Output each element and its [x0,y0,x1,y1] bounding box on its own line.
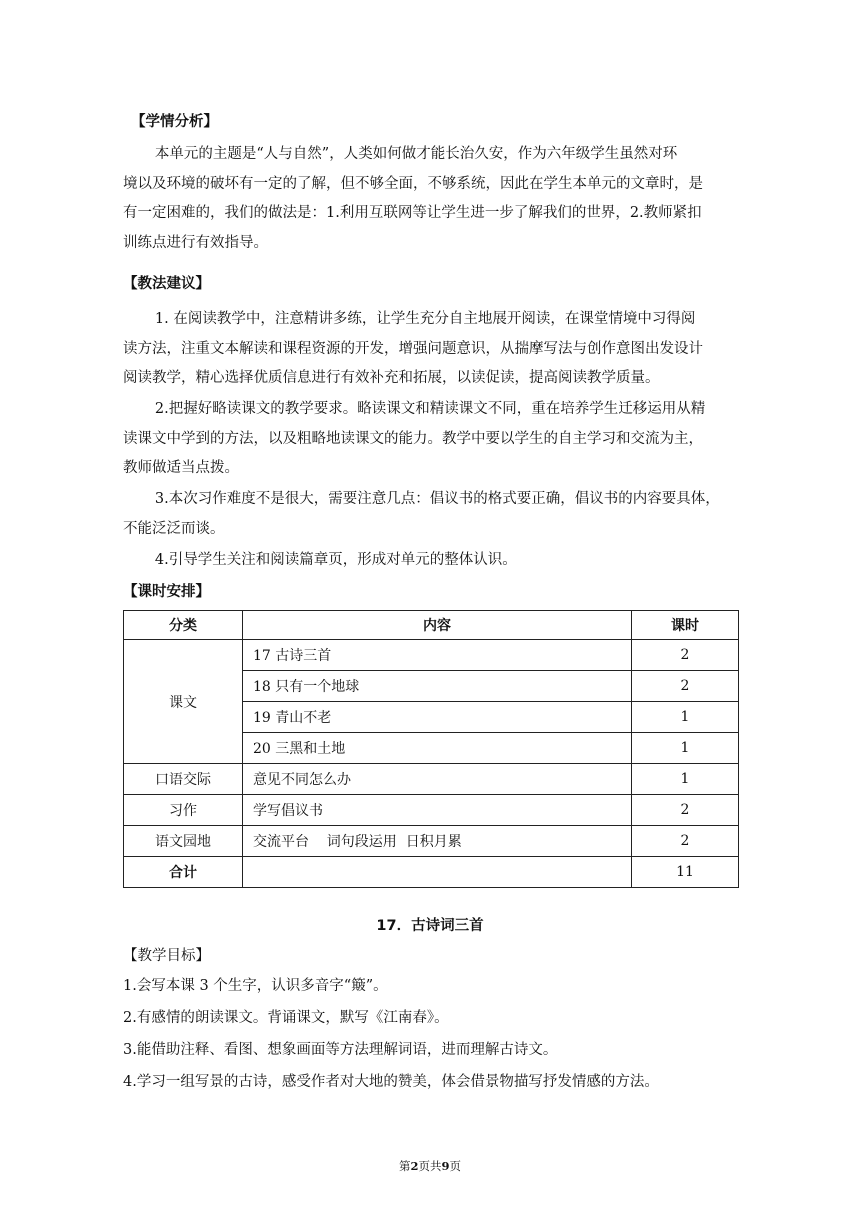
header-hours: 课时 [632,611,739,640]
footer-prefix: 第 [398,1159,411,1173]
methods-heading: 【教法建议】 [123,276,210,292]
methods-line: 不能泛泛而谈。 [123,520,225,537]
analysis-line: 有一定困难的，我们的做法是：1.利用互联网等让学生进一步了解我们的世界，2.教师紧扣 [123,205,702,221]
content-cell: 交流平台 词句段运用 日积月累 [243,826,632,857]
total-label: 合计 [124,857,243,888]
methods-item-3 [123,485,741,544]
methods-line: 教师做适当点拨。 [123,460,239,476]
footer-middle: 页共 [418,1159,442,1173]
methods-item-4 [123,546,741,576]
hours-cell: 2 [632,795,739,826]
footer-total-pages: 9 [441,1159,450,1173]
methods-line: 读方法，注重文本解读和课程资源的开发，增强问题意识，从揣摩写法与创作意图出发设计 [123,340,703,357]
goal-item: 4.学习一组写景的古诗，感受作者对大地的赞美，体会借景物描写抒发情感的方法。 [123,1074,659,1090]
hours-cell: 1 [632,702,739,733]
analysis-line: 训练点进行有效指导。 [123,234,268,251]
analysis-line: 本单元的主题是“人与自然”，人类如何做才能长治久安，作为六年级学生虽然对环 [154,146,678,162]
schedule-table [123,610,739,888]
content-cell: 17 古诗三首 [243,640,632,671]
category-cell: 习作 [124,795,243,826]
methods-line: 2.把握好略读课文的教学要求。略读课文和精读课文不同，重在培养学生迁移运用从精 [154,401,706,417]
analysis-heading: 【学情分析】 [131,114,218,130]
hours-cell: 2 [632,826,739,857]
header-content: 内容 [243,611,632,640]
table-row [124,764,739,795]
goal-item: 2.有感情的朗读课文。背诵课文，默写《江南春》。 [123,1010,449,1026]
methods-line: 阅读教学，精心选择优质信息进行有效补充和拓展，以读促读，提高阅读教学质量。 [123,370,660,386]
header-category: 分类 [124,611,243,640]
content-cell: 19 青山不老 [243,702,632,733]
content-cell: 意见不同怎么办 [243,764,632,795]
footer-current-page: 2 [410,1159,419,1173]
analysis-line: 境以及环境的破坏有一定的了解，但不够全面，不够系统，因此在学生本单元的文章时，是 [123,175,703,192]
goals-list [123,970,743,1098]
total-content [243,857,632,888]
content-cell: 学写倡议书 [243,795,632,826]
methods-line: 1. 在阅读教学中，注意精讲多练，让学生充分自主地展开阅读，在课堂情境中习得阅 [154,311,696,327]
goal-item: 1.会写本课 3 个生字，认识多音字“簸”。 [123,978,388,994]
hours-cell: 2 [632,671,739,702]
methods-line: 3.本次习作难度不是很大，需要注意几点：倡议书的格式要正确，倡议书的内容要具体， [154,491,720,507]
table-row [124,795,739,826]
content-cell: 20 三黑和土地 [243,733,632,764]
hours-cell: 1 [632,733,739,764]
table-header-row [124,611,739,640]
category-cell: 语文园地 [124,826,243,857]
hours-cell: 2 [632,640,739,671]
analysis-paragraph [123,140,741,258]
page-footer [0,1158,860,1174]
goals-heading: 【教学目标】 [123,948,210,964]
total-row [124,857,739,888]
goal-item: 3.能借助注释、看图、想象画面等方法理解词语，进而理解古诗文。 [123,1042,558,1058]
table-row [124,640,739,671]
content-cell: 18 只有一个地球 [243,671,632,702]
methods-line: 4.引导学生关注和阅读篇章页，形成对单元的整体认识。 [154,552,517,568]
footer-suffix: 页 [449,1159,462,1173]
methods-line: 读课文中学到的方法，以及粗略地读课文的能力。教学中要以学生的自主学习和交流为主， [123,430,703,447]
category-cell: 课文 [124,640,243,764]
total-hours: 11 [632,857,739,888]
methods-item-1 [123,305,741,394]
lesson-title: 17．古诗词三首 [376,918,484,934]
table-row [124,826,739,857]
category-cell: 口语交际 [124,764,243,795]
methods-item-2 [123,395,741,484]
schedule-heading: 【课时安排】 [123,584,210,600]
hours-cell: 1 [632,764,739,795]
